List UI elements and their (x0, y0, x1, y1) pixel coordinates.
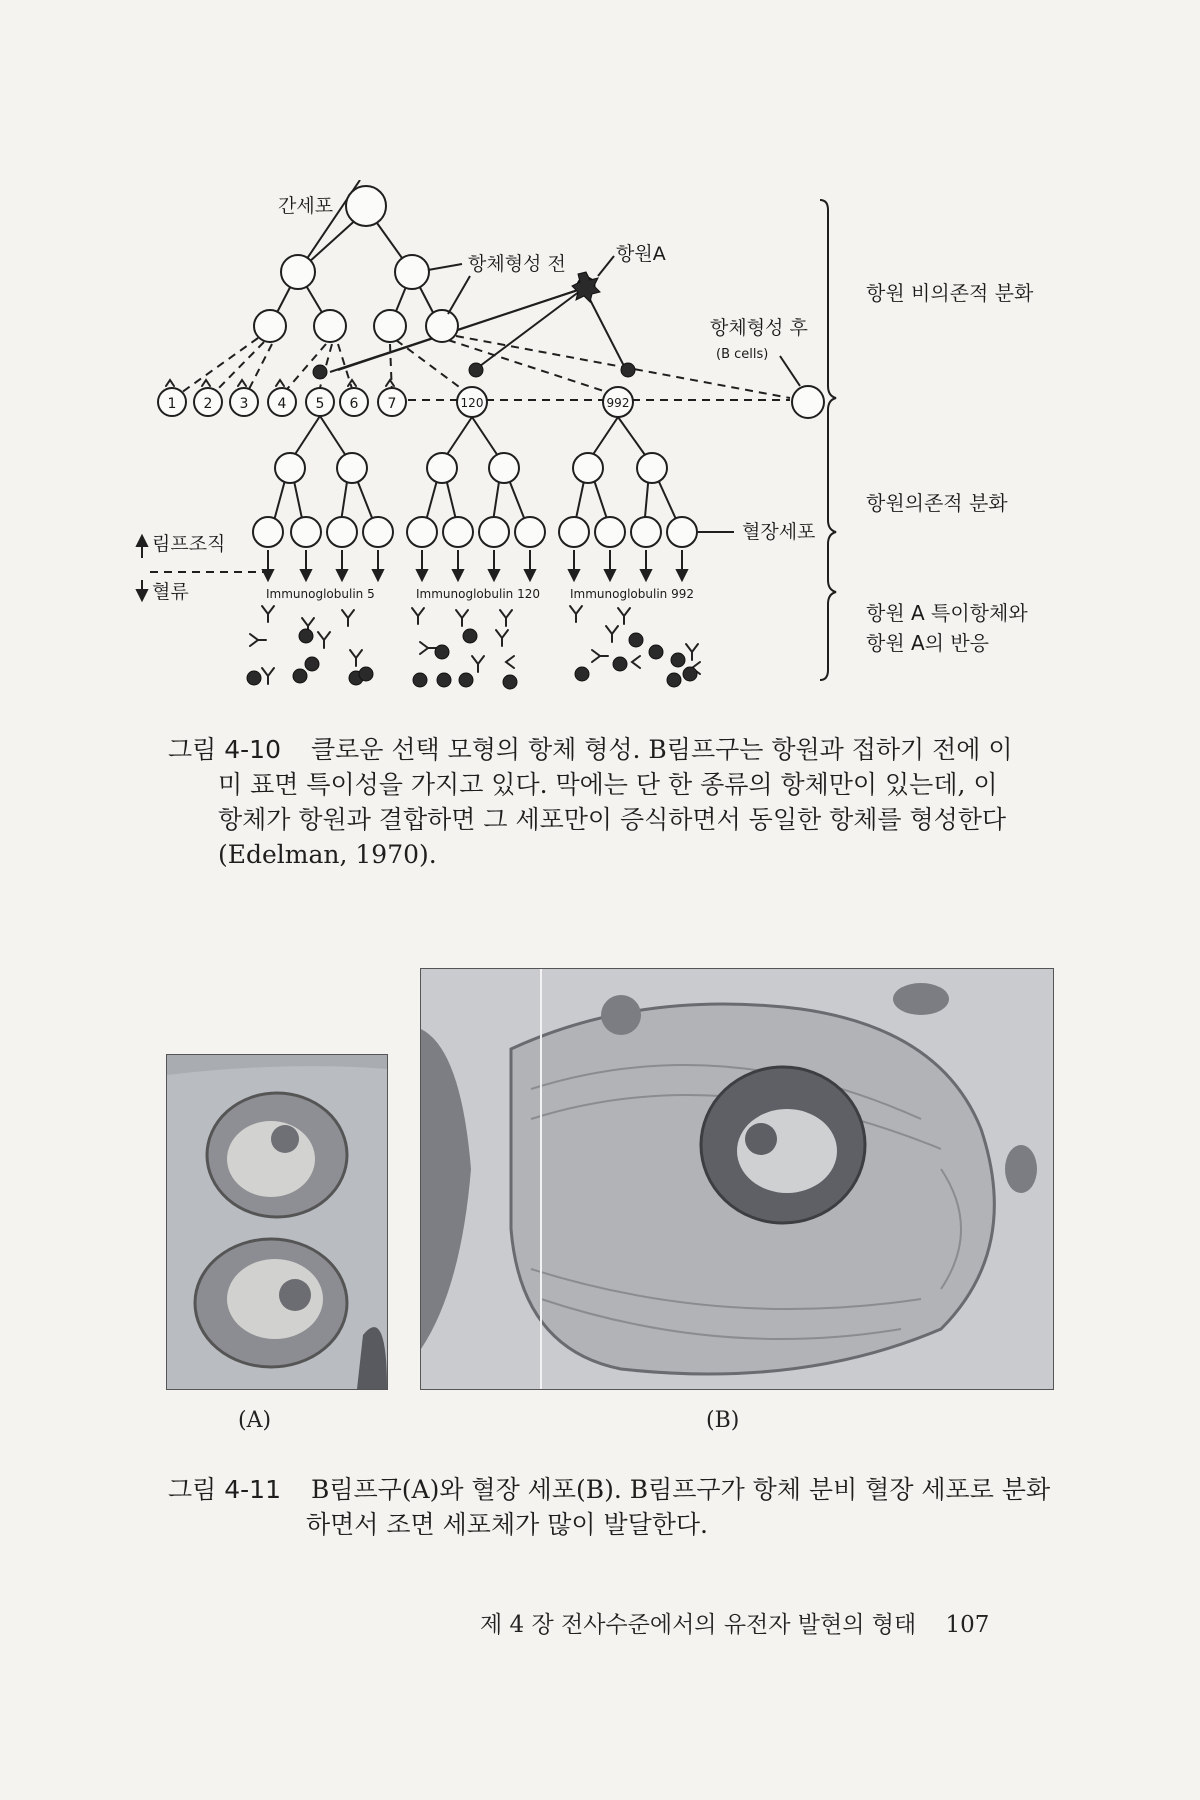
precursor-node (281, 255, 315, 289)
running-footer (480, 1606, 989, 1639)
page-number: 107 (945, 1612, 990, 1638)
figure-4-11-caption (168, 1472, 1068, 1542)
dashed-lineage (246, 344, 272, 395)
micrograph-plasma-cell (420, 968, 1054, 1390)
caption-line: 미 표면 특이성을 가지고 있다. 막에는 단 한 종류의 항체만이 있는데, 이 (218, 770, 998, 799)
stage-brace (820, 200, 836, 680)
micrograph-b-lymphocyte (166, 1054, 388, 1390)
micrograph-b-lymphocyte-image (167, 1055, 387, 1389)
bound-antigen (621, 363, 635, 377)
stage-label-reaction: 항원 A의 반응 (866, 631, 989, 655)
dashed-lineage (396, 340, 470, 395)
lymph-tissue-label: 림프조직 (152, 533, 226, 555)
clone-number: 7 (387, 396, 397, 412)
clone-number: 2 (203, 396, 213, 412)
clone-number: 1 (167, 396, 177, 412)
stage-label-antigen-dependent: 항원의존적 분화 (866, 491, 1008, 515)
stage-label-reaction: 항원 A 특이항체와 (866, 601, 1028, 625)
clone-number: 992 (606, 396, 630, 410)
figure-4-10-caption (168, 732, 1068, 872)
precursor-node (314, 310, 346, 342)
surface-receptor-icon (166, 380, 394, 386)
label-leader (598, 256, 614, 276)
blood-label: 혈류 (152, 581, 189, 603)
stem-cell-label: 간세포 (278, 195, 334, 217)
post-antibody-label: 항체형성 후 (710, 317, 808, 339)
bound-antigen (469, 363, 483, 377)
plasma-expansion-120 (407, 417, 545, 547)
clone-number: 120 (460, 396, 484, 410)
clone-number: 3 (239, 396, 249, 412)
clone-number: 6 (349, 396, 359, 412)
plasma-expansion-992 (559, 417, 697, 547)
label-leader (428, 264, 462, 270)
caption-line: 항체가 항원과 결합하면 그 세포만이 증식하면서 동일한 항체를 형성한다 (218, 805, 1007, 834)
antibody-antigen-complexes (247, 606, 700, 689)
caption-line: 클로운 선택 모형의 항체 형성. B림프구는 항원과 접하기 전에 이 (310, 735, 1013, 764)
caption-line: 하면서 조면 세포체가 많이 발달한다. (306, 1510, 708, 1539)
panel-label-b: (B) (706, 1408, 740, 1433)
secretion-arrows (263, 550, 687, 580)
precursor-node (374, 310, 406, 342)
figure-number: 그림 4-10 (168, 735, 281, 764)
stem-cell-node (346, 186, 386, 226)
precursor-node (395, 255, 429, 289)
antigen-a-label: 항원A (616, 243, 666, 265)
dashed-lineage (212, 342, 264, 395)
b-cells-label: (B cells) (716, 347, 769, 362)
label-leader (448, 276, 470, 314)
label-leader (780, 356, 800, 386)
antigen-a-spiked-icon (572, 272, 600, 302)
immunoglobulin-label: Immunoglobulin 992 (570, 587, 694, 601)
plasma-cell-label: 혈장세포 (742, 521, 816, 543)
stage-label-antigen-independent: 항원 비의존적 분화 (866, 281, 1034, 305)
immunoglobulin-label: Immunoglobulin 5 (266, 587, 375, 601)
pre-antibody-label: 항체형성 전 (468, 253, 566, 275)
bound-antigen (313, 365, 327, 379)
caption-line: B림프구(A)와 혈장 세포(B). B림프구가 항체 분비 혈장 세포로 분화 (310, 1475, 1051, 1504)
b-cell-node (792, 386, 824, 418)
immunoglobulin-label: Immunoglobulin 120 (416, 587, 540, 601)
micrograph-plasma-cell-image (421, 969, 1053, 1389)
clone-number: 4 (277, 396, 287, 412)
chapter-title: 제 4 장 전사수준에서의 유전자 발현의 형태 (480, 1612, 917, 1638)
plasma-expansion-5 (253, 416, 393, 547)
precursor-node (426, 310, 458, 342)
antigen-binding-line (480, 288, 584, 366)
panel-label-a: (A) (238, 1408, 272, 1433)
caption-line: (Edelman, 1970). (218, 840, 437, 869)
clone-number: 5 (315, 396, 325, 412)
figure-number: 그림 4-11 (168, 1475, 281, 1504)
precursor-node (254, 310, 286, 342)
